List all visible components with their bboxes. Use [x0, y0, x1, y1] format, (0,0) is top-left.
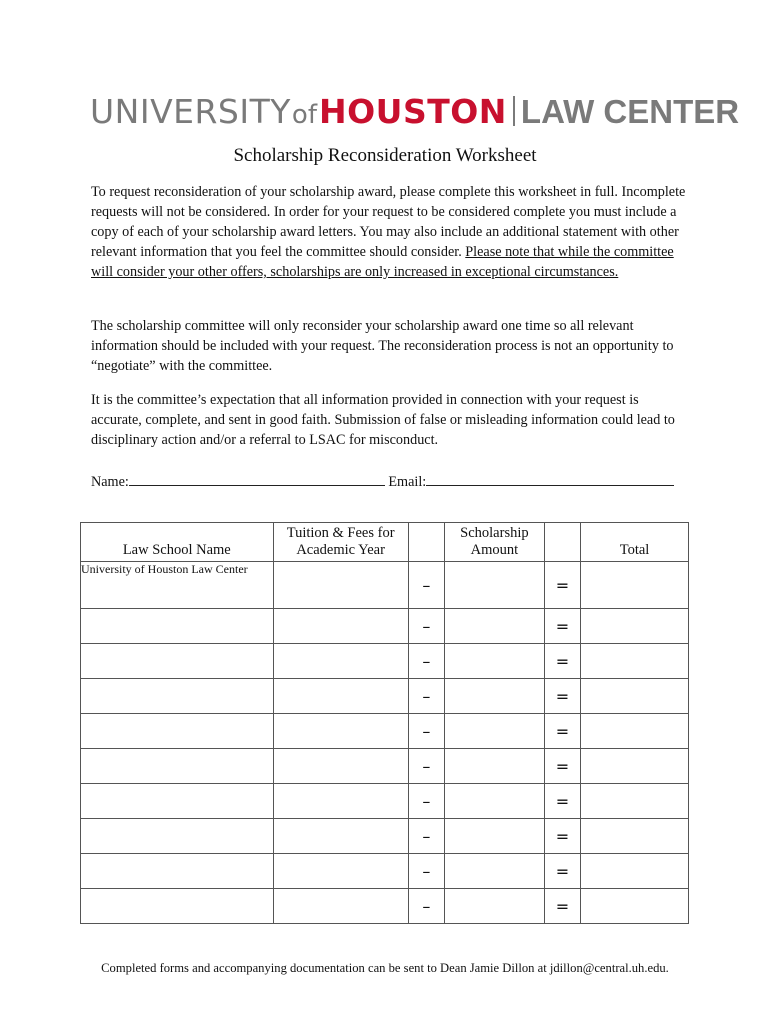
table-row: [81, 749, 689, 784]
tuition-cell[interactable]: [273, 819, 408, 854]
total-cell[interactable]: [581, 889, 689, 924]
tuition-cell[interactable]: [273, 889, 408, 924]
equals-sign: =: [544, 819, 580, 854]
email-field[interactable]: [426, 471, 674, 486]
equals-sign: =: [544, 889, 580, 924]
scholarship-cell[interactable]: [444, 714, 544, 749]
table-row: [81, 819, 689, 854]
header-tuition-fees: [273, 523, 408, 562]
header-minus-spacer: [408, 523, 444, 562]
total-cell[interactable]: [581, 679, 689, 714]
tuition-cell[interactable]: [273, 644, 408, 679]
minus-sign: –: [408, 784, 444, 819]
school-name-cell[interactable]: [81, 644, 274, 679]
header-tuition-line2: Academic Year: [296, 542, 385, 558]
scholarship-cell[interactable]: [444, 749, 544, 784]
name-label: Name:: [91, 474, 129, 490]
table-row: [81, 679, 689, 714]
equals-sign: =: [544, 644, 580, 679]
table-row: [81, 644, 689, 679]
school-name-cell[interactable]: University of Houston Law Center: [81, 562, 274, 609]
header-scholarship-amount: [444, 523, 544, 562]
school-name-cell[interactable]: [81, 854, 274, 889]
scholarship-cell[interactable]: [444, 784, 544, 819]
minus-sign: –: [408, 889, 444, 924]
minus-sign: –: [408, 644, 444, 679]
table-row: [81, 714, 689, 749]
scholarship-cell[interactable]: [444, 889, 544, 924]
scholarship-cell[interactable]: [444, 854, 544, 889]
total-cell[interactable]: [581, 562, 689, 609]
minus-sign: –: [408, 819, 444, 854]
school-name-cell[interactable]: [81, 609, 274, 644]
equals-sign: =: [544, 609, 580, 644]
scholarship-table: [80, 522, 689, 924]
email-label: Email:: [388, 474, 427, 490]
total-cell[interactable]: [581, 784, 689, 819]
equals-sign: =: [544, 679, 580, 714]
total-cell[interactable]: [581, 749, 689, 784]
logo-of-text: of: [291, 100, 317, 130]
school-name-cell[interactable]: [81, 714, 274, 749]
table-body: [81, 562, 689, 924]
header-law-school-name: Law School Name: [81, 523, 274, 562]
scholarship-cell[interactable]: [444, 679, 544, 714]
equals-sign: =: [544, 749, 580, 784]
school-name-cell[interactable]: [81, 749, 274, 784]
footer-note: Completed forms and accompanying documentation can be sent to Dean Jamie Dillon at jdillon@central.uh.edu.: [101, 961, 669, 975]
equals-sign: =: [544, 854, 580, 889]
table-row: [81, 889, 689, 924]
logo-divider: [513, 96, 515, 126]
tuition-cell[interactable]: [273, 609, 408, 644]
scholarship-cell[interactable]: [444, 609, 544, 644]
page-title: Scholarship Reconsideration Worksheet: [233, 145, 537, 166]
school-name-cell[interactable]: [81, 889, 274, 924]
header-tuition-line1: Tuition & Fees for: [286, 525, 395, 541]
equals-sign: =: [544, 562, 580, 609]
school-name-cell[interactable]: [81, 679, 274, 714]
committee-paragraph: The scholarship committee will only reconsider your scholarship award one time so all relevant information should be included with your request. The reconsideration process is not an opportunity to “negotiate” with the committee.: [91, 318, 674, 374]
logo-university-text: UNIVERSITY: [90, 92, 291, 131]
scholarship-cell[interactable]: [444, 819, 544, 854]
scholarship-cell[interactable]: [444, 562, 544, 609]
total-cell[interactable]: [581, 819, 689, 854]
minus-sign: –: [408, 609, 444, 644]
minus-sign: –: [408, 749, 444, 784]
table-row: [81, 562, 689, 609]
tuition-cell[interactable]: [273, 749, 408, 784]
intro-note-underlined: Please note that while the committee will consider your other offers, scholarships are only increased in exceptional circumstances.: [91, 244, 674, 280]
tuition-cell[interactable]: [273, 714, 408, 749]
minus-sign: –: [408, 679, 444, 714]
table-row: [81, 854, 689, 889]
total-cell[interactable]: [581, 854, 689, 889]
school-name-cell[interactable]: [81, 784, 274, 819]
total-cell[interactable]: [581, 609, 689, 644]
total-cell[interactable]: [581, 644, 689, 679]
name-field[interactable]: [129, 471, 385, 486]
table-row: [81, 784, 689, 819]
header-total: Total: [581, 523, 689, 562]
header-scholarship-line1: Scholarship: [460, 525, 529, 541]
table-row: [81, 609, 689, 644]
scholarship-cell[interactable]: [444, 644, 544, 679]
school-name-cell[interactable]: [81, 819, 274, 854]
logo-law-center-text: LAW CENTER: [520, 93, 740, 130]
minus-sign: –: [408, 714, 444, 749]
total-cell[interactable]: [581, 714, 689, 749]
table-header-row: [81, 523, 689, 562]
university-logo: [90, 92, 739, 132]
contact-fields: [91, 471, 674, 491]
logo-houston-text: HOUSTON: [318, 92, 507, 131]
equals-sign: =: [544, 784, 580, 819]
tuition-cell[interactable]: [273, 562, 408, 609]
intro-text: To request reconsideration of your scholarship award, please complete this worksheet in full. Incomplete requests will not be considered. In order for your request to be considered complete you must include a copy of each of your scholarship award letters. You may also include an additional statement with other relevant information that you feel the committee should consider.: [91, 184, 686, 260]
tuition-cell[interactable]: [273, 854, 408, 889]
minus-sign: –: [408, 854, 444, 889]
tuition-cell[interactable]: [273, 679, 408, 714]
header-equals-spacer: [544, 523, 580, 562]
expectation-paragraph: It is the committee’s expectation that all information provided in connection with your request is accurate, complete, and sent in good faith. Submission of false or misleading information could lead to disciplinary action and/or a referral to LSAC for misconduct.: [91, 392, 675, 448]
equals-sign: =: [544, 714, 580, 749]
tuition-cell[interactable]: [273, 784, 408, 819]
header-scholarship-line2: Amount: [470, 542, 519, 558]
intro-paragraph: [91, 182, 691, 282]
minus-sign: –: [408, 562, 444, 609]
